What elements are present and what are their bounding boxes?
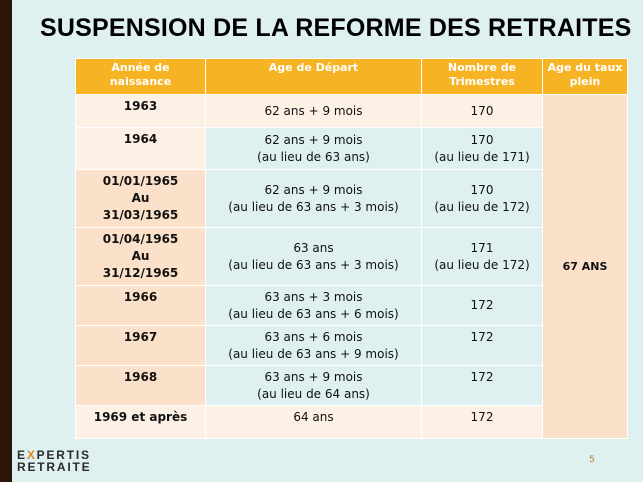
year-text: 1964	[123, 132, 158, 146]
trimestres-text: 170	[470, 103, 494, 118]
trimestres-note: (au lieu de 171)	[434, 149, 530, 164]
age-cell	[206, 406, 422, 439]
trimestres-cell	[422, 95, 543, 128]
taux-plein-text: 67 ANS	[562, 260, 608, 273]
logo-letter: E	[17, 448, 27, 462]
header-taux-plein: Age du taux plein	[543, 59, 628, 95]
age-cell	[206, 170, 422, 228]
age-text: 63 ans + 6 mois	[264, 329, 363, 344]
trimestres-cell	[422, 326, 543, 366]
year-cell	[76, 326, 206, 366]
year-cell	[76, 128, 206, 170]
year-text: 1966	[123, 290, 158, 304]
taux-plein-cell	[543, 95, 628, 439]
age-note: (au lieu de 63 ans + 3 mois)	[228, 199, 399, 214]
year-cell	[76, 95, 206, 128]
trimestres-text: 170	[470, 132, 494, 147]
age-text: 63 ans + 9 mois	[264, 369, 363, 384]
year-text: 1967	[123, 330, 158, 344]
year-cell	[76, 406, 206, 439]
trimestres-text: 172	[470, 370, 494, 384]
year-text: 01/04/1965	[102, 232, 179, 246]
table-row	[76, 95, 628, 128]
trimestres-cell	[422, 228, 543, 286]
trimestres-text: 170	[470, 182, 494, 197]
age-cell	[206, 326, 422, 366]
year-text: 1963	[123, 99, 158, 113]
age-cell	[206, 95, 422, 128]
logo-x-accent: X	[26, 448, 37, 462]
left-accent-bar	[0, 0, 12, 482]
retirement-table	[75, 58, 628, 439]
age-text: 63 ans + 3 mois	[264, 289, 363, 304]
trimestres-text: 172	[470, 330, 494, 344]
trimestres-note: (au lieu de 172)	[434, 257, 530, 272]
year-cell	[76, 286, 206, 326]
year-text: 31/03/1965	[102, 208, 179, 222]
trimestres-text: 172	[470, 298, 494, 312]
slide-title: SUSPENSION DE LA REFORME DES RETRAITES	[40, 14, 632, 42]
header-annee: Année de naissance	[76, 59, 206, 95]
year-cell	[76, 170, 206, 228]
trimestres-cell	[422, 170, 543, 228]
logo-letters: PERTIS	[36, 448, 91, 462]
year-text: Au	[131, 249, 150, 263]
year-text: Au	[131, 191, 150, 205]
page-number: 5	[589, 455, 595, 465]
trimestres-note: (au lieu de 172)	[434, 199, 530, 214]
header-age-depart: Age de Départ	[206, 59, 422, 95]
table-header-row	[76, 59, 628, 95]
year-text: 31/12/1965	[102, 266, 179, 280]
year-text: 1968	[123, 370, 158, 384]
trimestres-cell	[422, 128, 543, 170]
age-cell	[206, 228, 422, 286]
age-cell	[206, 366, 422, 406]
age-note: (au lieu de 64 ans)	[257, 386, 370, 401]
trimestres-text: 172	[470, 410, 494, 424]
age-cell	[206, 286, 422, 326]
age-text: 64 ans	[293, 410, 334, 424]
age-text: 62 ans + 9 mois	[264, 132, 363, 147]
trimestres-text: 171	[470, 240, 494, 255]
header-trimestres: Nombre de Trimestres	[422, 59, 543, 95]
age-text: 62 ans + 9 mois	[264, 182, 363, 197]
trimestres-cell	[422, 366, 543, 406]
age-note: (au lieu de 63 ans)	[257, 149, 370, 164]
trimestres-cell	[422, 406, 543, 439]
year-text: 01/01/1965	[102, 174, 179, 188]
age-note: (au lieu de 63 ans + 6 mois)	[228, 306, 399, 321]
age-note: (au lieu de 63 ans + 3 mois)	[228, 257, 399, 272]
logo-line2: RETRAITE	[17, 460, 92, 474]
age-note: (au lieu de 63 ans + 9 mois)	[228, 346, 399, 361]
year-cell	[76, 228, 206, 286]
year-text: 1969 et après	[93, 410, 188, 424]
year-cell	[76, 366, 206, 406]
expertis-retraite-logo	[17, 449, 91, 473]
trimestres-cell	[422, 286, 543, 326]
age-cell	[206, 128, 422, 170]
age-text: 62 ans + 9 mois	[264, 103, 363, 118]
age-text: 63 ans	[293, 240, 334, 255]
